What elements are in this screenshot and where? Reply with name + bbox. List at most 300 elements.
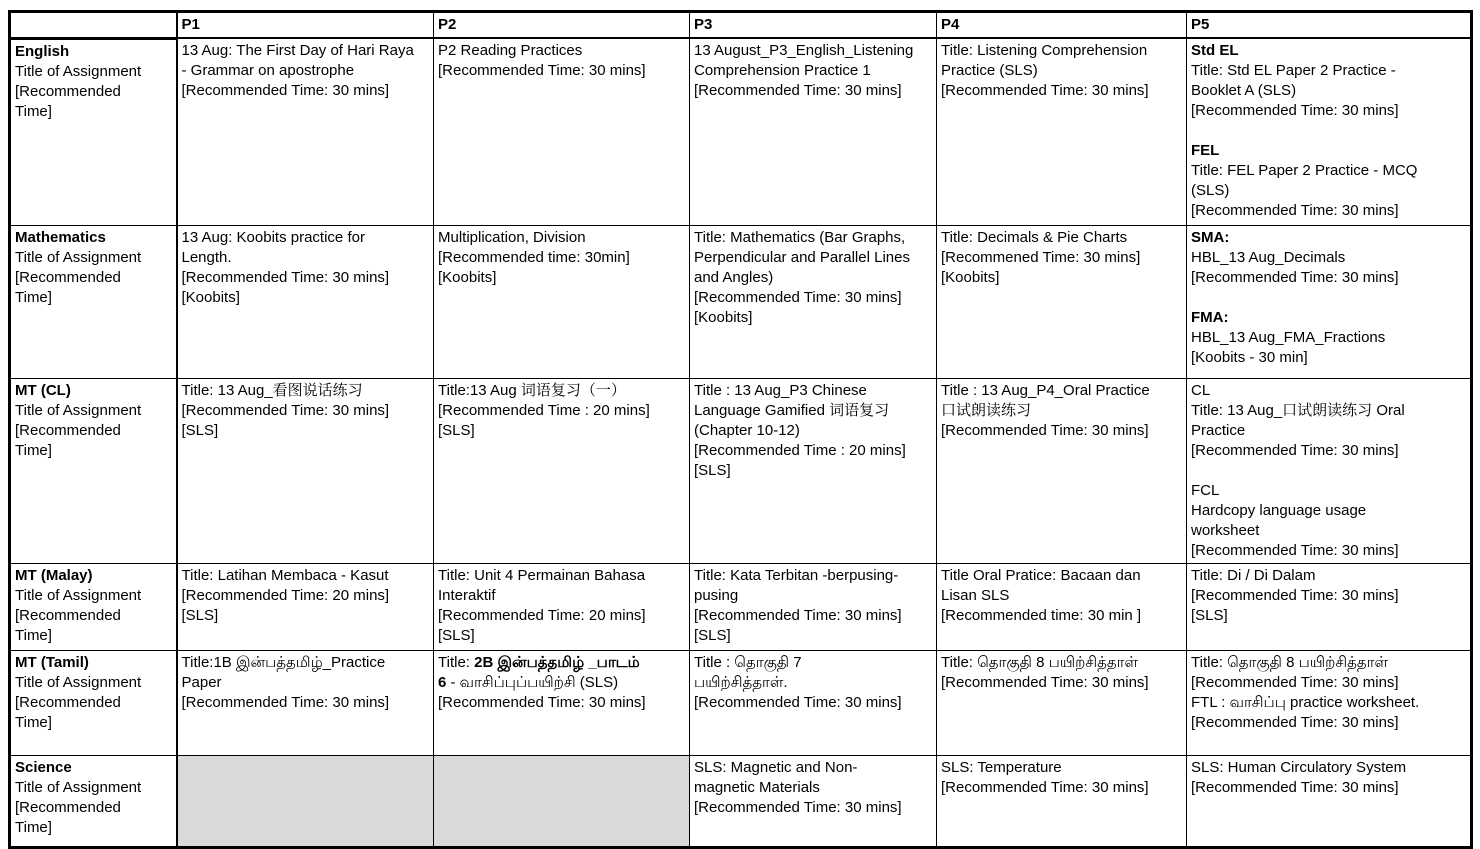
text: [SLS]: [181, 421, 219, 439]
text: Title: தொகுதி 8 பயிற்சித்தாள்: [1191, 653, 1389, 671]
bold-text: 2B இன்பத்தமிழ் _பாடம்: [474, 653, 640, 671]
text: [1191, 462, 1195, 479]
assignment-cell-mathematics-p4: [937, 225, 1187, 378]
text: [Recommended time: 30 min ]: [941, 606, 1142, 624]
text: [Recommended Time: 30 mins]: [694, 82, 902, 99]
text: [Recommended: [15, 268, 121, 286]
cell-line: [438, 693, 685, 713]
subject-cell-english: [10, 38, 177, 225]
text: Length.: [181, 248, 232, 266]
cell-line: [694, 248, 932, 268]
text: pusing: [694, 586, 739, 604]
text: [Recommended Time: 30 mins]: [1191, 778, 1399, 796]
text: 13 August_P3_English_Listening: [694, 42, 914, 59]
text: HBL_13 Aug_Decimals: [1191, 248, 1346, 266]
cell-line: [438, 61, 685, 81]
cell-line: [941, 228, 1182, 248]
text: [Recommended Time: 20 mins]: [438, 606, 646, 624]
table-row-mt-malay: [10, 563, 1472, 650]
cell-line: [1191, 566, 1466, 586]
cell-line: [15, 441, 172, 461]
cell-line: [15, 62, 172, 82]
cell-line: [15, 673, 172, 693]
text: [Recommended Time: 30 mins]: [1191, 586, 1399, 604]
text: Title: Mathematics (Bar Graphs,: [694, 228, 906, 246]
cell-line: [941, 673, 1182, 693]
text: (SLS): [1191, 182, 1230, 199]
table-row-mt-tamil: [10, 650, 1472, 755]
text: [Recommended Time: 30 mins]: [438, 693, 646, 711]
cell-line: [438, 566, 685, 586]
cell-line: [438, 586, 685, 606]
cell-line: [941, 421, 1182, 441]
cell-line: [1191, 248, 1466, 268]
text: Title: FEL Paper 2 Practice - MCQ: [1191, 162, 1418, 179]
text: [Koobits]: [694, 308, 753, 326]
table-row-mt-cl: [10, 378, 1472, 563]
cell-line: [1191, 501, 1466, 521]
text: [Recommended: [15, 798, 121, 816]
column-header-p2: P2: [434, 12, 690, 39]
assignment-cell-mt-malay-p4: [937, 563, 1187, 650]
text: FTL : வாசிப்பு practice worksheet.: [1191, 693, 1420, 711]
text: [Recommended Time: 30 mins]: [941, 673, 1149, 691]
text: [Recommended Time: 30 mins]: [694, 288, 902, 306]
text: [Recommended Time: 30 mins]: [1191, 268, 1399, 286]
cell-line: [182, 673, 430, 693]
cell-line: [15, 288, 172, 308]
text: [Recommended Time: 30 mins]: [1191, 102, 1399, 119]
cell-line: [15, 228, 172, 248]
assignment-cell-science-p4: [937, 755, 1187, 847]
cell-line: [182, 268, 430, 288]
cell-line: [941, 401, 1182, 421]
text: - Grammar on apostrophe: [181, 62, 355, 79]
cell-line: [941, 41, 1182, 61]
cell-line: [941, 653, 1182, 673]
cell-line: [15, 381, 172, 401]
cell-line: [1191, 41, 1466, 61]
assignment-cell-mathematics-p5: [1187, 225, 1472, 378]
cell-line: [15, 758, 172, 778]
text: [Recommended Time: 30 mins]: [694, 693, 902, 711]
cell-line: [694, 81, 932, 101]
cell-line: [1191, 81, 1466, 101]
cell-line: [694, 626, 932, 646]
cell-line: [1191, 653, 1466, 673]
text: - வாசிப்புப்பயிற்சி (SLS): [446, 673, 619, 691]
cell-line: [1191, 121, 1466, 141]
text: Title: Unit 4 Permainan Bahasa: [438, 566, 646, 584]
text: Language Gamified 词语复习: [694, 401, 890, 419]
column-header-p5: P5: [1187, 12, 1472, 39]
cell-line: [15, 102, 172, 122]
bold-text: MT (Malay): [15, 566, 93, 584]
text: SLS: Magnetic and Non-: [694, 758, 858, 776]
text: Title of Assignment: [15, 248, 142, 266]
assignment-cell-english-p2: [434, 38, 690, 225]
text: Booklet A (SLS): [1191, 82, 1297, 99]
cell-line: [1191, 328, 1466, 348]
cell-line: [182, 653, 430, 673]
text: Title: தொகுதி 8 பயிற்சித்தாள்: [941, 653, 1139, 671]
assignment-table: [8, 10, 1473, 849]
text: Title: 13 Aug_看图说话练习: [181, 381, 363, 399]
text: [Recommended Time: 30 mins]: [181, 82, 390, 99]
corner-cell: [10, 12, 177, 39]
subject-cell-mt-tamil: [10, 650, 177, 755]
cell-line: [438, 228, 685, 248]
table-row-science: [10, 755, 1472, 847]
cell-line: [694, 778, 932, 798]
assignment-cell-science-p5: [1187, 755, 1472, 847]
cell-line: [15, 421, 172, 441]
table-row-english: [10, 38, 1472, 225]
text: Title: 13 Aug_口试朗读练习 Oral: [1191, 401, 1405, 419]
assignment-cell-mathematics-p1: [177, 225, 434, 378]
cell-line: [15, 653, 172, 673]
text: [Recommened Time: 30 mins]: [941, 248, 1141, 266]
cell-line: [1191, 521, 1466, 541]
cell-line: [694, 308, 932, 328]
assignment-cell-mt-cl-p2: [434, 378, 690, 563]
text: Title of Assignment: [15, 586, 142, 604]
cell-line: [1191, 381, 1466, 401]
text: magnetic Materials: [694, 778, 820, 796]
text: [Recommended Time: 30 mins]: [1191, 541, 1399, 559]
cell-line: [438, 401, 685, 421]
text: [Recommended Time: 30 mins]: [181, 401, 390, 419]
assignment-cell-mt-cl-p4: [937, 378, 1187, 563]
cell-line: [1191, 268, 1466, 288]
cell-line: [1191, 673, 1466, 693]
cell-line: [1191, 461, 1466, 481]
text: SLS: Temperature: [941, 758, 1062, 776]
cell-line: [182, 81, 430, 101]
cell-line: [694, 693, 932, 713]
text: P2 Reading Practices: [438, 42, 583, 59]
text: [Recommended Time: 30 mins]: [1191, 673, 1399, 691]
assignment-cell-english-p1: [177, 38, 434, 225]
text: [Recommended Time : 20 mins]: [694, 441, 906, 459]
cell-line: [1191, 713, 1466, 733]
cell-line: [438, 381, 685, 401]
cell-line: [182, 401, 430, 421]
text: [Recommended: [15, 693, 121, 711]
cell-line: [941, 81, 1182, 101]
subject-cell-mt-malay: [10, 563, 177, 650]
cell-line: [1191, 693, 1466, 713]
cell-line: [438, 626, 685, 646]
assignment-cell-mt-malay-p3: [690, 563, 937, 650]
cell-line: [694, 288, 932, 308]
cell-line: [694, 673, 932, 693]
column-header-p3: P3: [690, 12, 937, 39]
text: Title: Listening Comprehension: [941, 42, 1148, 59]
text: Time]: [15, 102, 52, 120]
assignment-cell-mt-tamil-p4: [937, 650, 1187, 755]
assignment-cell-mathematics-p2: [434, 225, 690, 378]
cell-line: [1191, 348, 1466, 368]
text: [Koobits - 30 min]: [1191, 348, 1308, 366]
text: [Recommended Time: 30 mins]: [1191, 441, 1399, 459]
header-row: [10, 12, 1472, 39]
text: Time]: [15, 818, 52, 836]
text: [Recommended Time: 20 mins]: [181, 586, 390, 604]
text: Title of Assignment: [15, 673, 142, 691]
assignment-cell-english-p5: [1187, 38, 1472, 225]
cell-line: [941, 586, 1182, 606]
subject-cell-science: [10, 755, 177, 847]
table-row-mathematics: [10, 225, 1472, 378]
assignment-cell-mt-malay-p2: [434, 563, 690, 650]
cell-line: [182, 421, 430, 441]
cell-line: [1191, 481, 1466, 501]
cell-line: [941, 758, 1182, 778]
cell-line: [694, 606, 932, 626]
cell-line: [1191, 181, 1466, 201]
text: Title: Decimals & Pie Charts: [941, 228, 1128, 246]
cell-line: [941, 61, 1182, 81]
assignment-cell-mt-tamil-p1: [177, 650, 434, 755]
bold-text: 6: [438, 673, 447, 691]
text: [SLS]: [438, 421, 475, 439]
cell-line: [694, 61, 932, 81]
cell-line: [15, 401, 172, 421]
cell-line: [15, 713, 172, 733]
cell-line: [941, 248, 1182, 268]
cell-line: [182, 288, 430, 308]
bold-text: FEL: [1191, 142, 1220, 159]
cell-line: [15, 606, 172, 626]
assignment-cell-mt-cl-p1: [177, 378, 434, 563]
bold-text: English: [15, 42, 70, 60]
text: Title: Di / Di Dalam: [1191, 566, 1316, 584]
text: Title of Assignment: [15, 401, 142, 419]
cell-line: [182, 586, 430, 606]
cell-line: [1191, 101, 1466, 121]
text: [Recommended Time: 30 mins]: [941, 778, 1149, 796]
text: Title : 13 Aug_P3 Chinese: [694, 381, 867, 399]
assignment-cell-mt-tamil-p2: [434, 650, 690, 755]
text: Title of Assignment: [15, 778, 142, 796]
cell-line: [694, 653, 932, 673]
cell-line: [1191, 61, 1466, 81]
cell-line: [694, 566, 932, 586]
text: Title: Kata Terbitan -berpusing-: [694, 566, 899, 584]
cell-line: [694, 586, 932, 606]
column-header-p1: P1: [177, 12, 434, 39]
cell-line: [1191, 228, 1466, 248]
text: [Recommended Time: 30 mins]: [181, 268, 390, 286]
bold-text: Std EL: [1191, 42, 1239, 59]
text: [Recommended: [15, 82, 121, 100]
text: [Recommended time: 30min]: [438, 248, 630, 266]
bold-text: MT (Tamil): [15, 653, 89, 671]
cell-line: [941, 381, 1182, 401]
cell-line: [1191, 421, 1466, 441]
text: HBL_13 Aug_FMA_Fractions: [1191, 328, 1386, 346]
cell-line: [694, 441, 932, 461]
cell-line: [1191, 308, 1466, 328]
text: [SLS]: [1191, 606, 1228, 624]
subject-cell-mathematics: [10, 225, 177, 378]
text: [Koobits]: [438, 268, 497, 286]
text: [SLS]: [181, 606, 219, 624]
text: SLS: Human Circulatory System: [1191, 758, 1407, 776]
text: [Recommended Time: 30 mins]: [1191, 713, 1399, 731]
bold-text: MT (CL): [15, 381, 71, 399]
assignment-cell-science-p2: [434, 755, 690, 847]
text: 13 Aug: Koobits practice for: [181, 228, 365, 246]
cell-line: [182, 606, 430, 626]
cell-line: [438, 673, 685, 693]
text: Title Oral Pratice: Bacaan dan: [941, 566, 1141, 584]
text: Title: Latihan Membaca - Kasut: [181, 566, 389, 584]
text: [Recommended Time: 30 mins]: [694, 798, 902, 816]
assignment-cell-science-p1: [177, 755, 434, 847]
cell-line: [182, 41, 430, 61]
column-header-p4: P4: [937, 12, 1187, 39]
text: and Angles): [694, 268, 774, 286]
cell-line: [15, 42, 172, 62]
cell-line: [15, 82, 172, 102]
subject-cell-mt-cl: [10, 378, 177, 563]
cell-line: [15, 586, 172, 606]
assignment-cell-mt-cl-p5: [1187, 378, 1472, 563]
cell-line: [941, 778, 1182, 798]
cell-line: [941, 566, 1182, 586]
text: Perpendicular and Parallel Lines: [694, 248, 910, 266]
text: Interaktif: [438, 586, 496, 604]
assignment-cell-english-p4: [937, 38, 1187, 225]
text: Title:1B இன்பத்தமிழ்_Practice: [181, 653, 386, 671]
text: [SLS]: [694, 626, 731, 644]
cell-line: [1191, 401, 1466, 421]
text: Hardcopy language usage: [1191, 501, 1367, 519]
cell-line: [694, 41, 932, 61]
cell-line: [1191, 586, 1466, 606]
text: [Recommended Time: 30 mins]: [1191, 202, 1399, 219]
assignment-cell-mt-tamil-p5: [1187, 650, 1472, 755]
text: [Recommended Time: 30 mins]: [438, 62, 646, 79]
text: Title of Assignment: [15, 62, 142, 80]
cell-line: [694, 798, 932, 818]
text: Time]: [15, 626, 52, 644]
cell-line: [15, 566, 172, 586]
cell-line: [15, 248, 172, 268]
cell-line: [694, 381, 932, 401]
text: Time]: [15, 441, 52, 459]
cell-line: [438, 268, 685, 288]
assignment-cell-mathematics-p3: [690, 225, 937, 378]
text: [Recommended Time: 30 mins]: [941, 421, 1149, 439]
assignment-cell-mt-tamil-p3: [690, 650, 937, 755]
cell-line: [1191, 201, 1466, 221]
cell-line: [1191, 161, 1466, 181]
text: Lisan SLS: [941, 586, 1010, 604]
text: worksheet: [1191, 521, 1260, 539]
text: CL: [1191, 381, 1211, 399]
cell-line: [694, 401, 932, 421]
cell-line: [1191, 288, 1466, 308]
text: Title:: [438, 653, 475, 671]
text: 口试朗读练习: [941, 401, 1032, 419]
cell-line: [1191, 758, 1466, 778]
text: Title : தொகுதி 7: [694, 653, 802, 671]
cell-line: [694, 461, 932, 481]
cell-line: [15, 268, 172, 288]
text: Title : 13 Aug_P4_Oral Practice: [941, 381, 1150, 399]
cell-line: [15, 693, 172, 713]
cell-line: [15, 626, 172, 646]
assignment-cell-mt-cl-p3: [690, 378, 937, 563]
cell-line: [1191, 441, 1466, 461]
text: [Recommended: [15, 606, 121, 624]
text: 13 Aug: The First Day of Hari Raya: [181, 42, 414, 59]
cell-line: [182, 228, 430, 248]
assignment-cell-mt-malay-p1: [177, 563, 434, 650]
cell-line: [438, 606, 685, 626]
text: Title: Std EL Paper 2 Practice -: [1191, 62, 1396, 79]
text: Practice: [1191, 421, 1246, 439]
cell-line: [182, 61, 430, 81]
text: Time]: [15, 288, 52, 306]
cell-line: [15, 798, 172, 818]
assignment-cell-mt-malay-p5: [1187, 563, 1472, 650]
text: [Recommended: [15, 421, 121, 439]
cell-line: [182, 381, 430, 401]
cell-line: [438, 41, 685, 61]
text: [Recommended Time : 20 mins]: [438, 401, 650, 419]
cell-line: [1191, 606, 1466, 626]
cell-line: [182, 248, 430, 268]
cell-line: [182, 693, 430, 713]
text: [Recommended Time: 30 mins]: [694, 606, 902, 624]
cell-line: [694, 421, 932, 441]
text: [SLS]: [438, 626, 475, 644]
text: பயிற்சித்தாள்.: [694, 673, 788, 691]
text: Multiplication, Division: [438, 228, 586, 246]
cell-line: [438, 653, 685, 673]
text: Time]: [15, 713, 52, 731]
text: [Recommended Time: 30 mins]: [181, 693, 390, 711]
text: (Chapter 10-12): [694, 421, 800, 439]
cell-line: [941, 606, 1182, 626]
cell-line: [438, 421, 685, 441]
text: Comprehension Practice 1: [694, 62, 871, 79]
text: [1191, 289, 1195, 306]
bold-text: SMA:: [1191, 228, 1230, 246]
text: [Koobits]: [181, 288, 240, 306]
assignment-cell-science-p3: [690, 755, 937, 847]
cell-line: [438, 248, 685, 268]
text: Paper: [181, 673, 222, 691]
cell-line: [941, 268, 1182, 288]
cell-line: [1191, 141, 1466, 161]
bold-text: Science: [15, 758, 72, 776]
cell-line: [182, 566, 430, 586]
bold-text: Mathematics: [15, 228, 106, 246]
text: [Recommended Time: 30 mins]: [941, 82, 1149, 99]
bold-text: FMA:: [1191, 308, 1229, 326]
text: [1191, 122, 1195, 139]
cell-line: [1191, 541, 1466, 561]
cell-line: [1191, 778, 1466, 798]
text: FCL: [1191, 481, 1220, 499]
text: Practice (SLS): [941, 62, 1038, 79]
text: [SLS]: [694, 461, 731, 479]
